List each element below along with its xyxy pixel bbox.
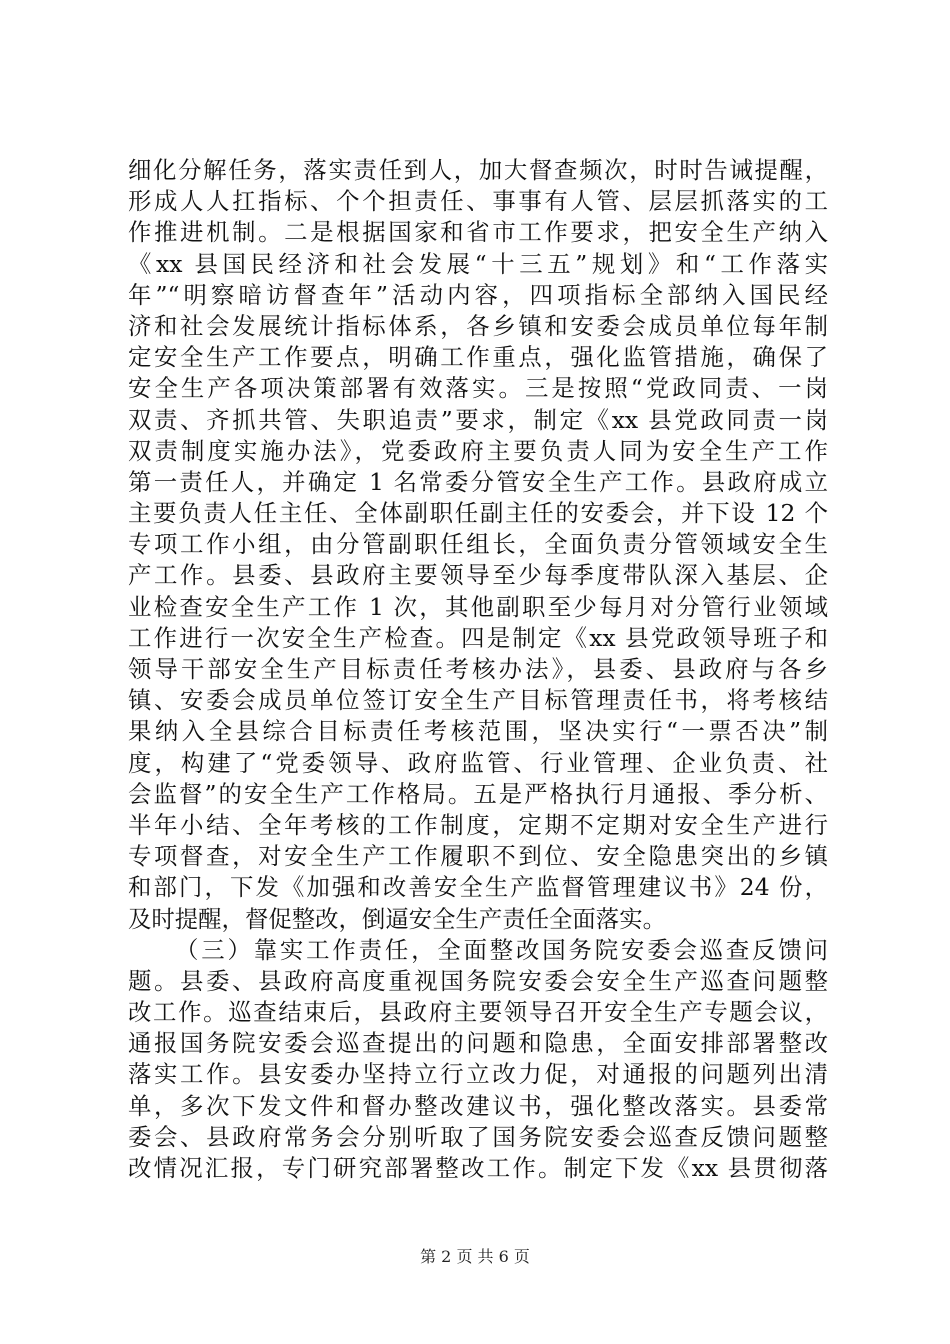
text-line: 安全生产各项决策部署有效落实。三是按照“党政同责、一岗 [128, 374, 828, 403]
text-line: 双责、齐抓共管、失职追责”要求，制定《xx 县党政同责一岗 [128, 405, 828, 434]
text-line: 领导干部安全生产目标责任考核办法》，县委、县政府与各乡 [128, 655, 828, 683]
body-text [128, 155, 828, 1184]
text-line: 定安全生产工作要点，明确工作重点，强化监管措施，确保了 [128, 343, 828, 372]
text-line: 落实工作。县安委办坚持立行立改力促，对通报的问题列出清 [128, 1060, 828, 1089]
paragraph [128, 155, 828, 935]
text-line: 年”“明察暗访督查年”活动内容，四项指标全部纳入国民经 [128, 280, 828, 309]
text-line: 题。县委、县政府高度重视国务院安委会安全生产巡查问题整 [128, 966, 828, 995]
text-line: 和部门，下发《加强和改善安全生产监督管理建议书》24 份， [128, 873, 828, 902]
text-line: 作推进机制。二是根据国家和省市工作要求，把安全生产纳入 [128, 218, 828, 247]
text-line: 及时提醒，督促整改，倒逼安全生产责任全面落实。 [128, 904, 666, 933]
text-line: 工作进行一次安全生产检查。四是制定《xx 县党政领导班子和 [128, 623, 828, 652]
text-line: 通报国务院安委会巡查提出的问题和隐患，全面安排部署整改 [128, 1029, 828, 1058]
text-line: 改工作。巡查结束后，县政府主要领导召开安全生产专题会议， [128, 998, 828, 1027]
text-line: 济和社会发展统计指标体系，各乡镇和安委会成员单位每年制 [128, 311, 828, 340]
text-line: 产工作。县委、县政府主要领导至少每季度带队深入基层、企 [128, 561, 828, 590]
text-line: 度，构建了“党委领导、政府监管、行业管理、企业负责、社 [128, 748, 828, 777]
text-line: 第一责任人，并确定 1 名常委分管安全生产工作。县政府成立 [128, 467, 828, 496]
page-footer: 第 2 页 共 6 页 [420, 1247, 530, 1266]
text-line: 细化分解任务，落实责任到人，加大督查频次，时时告诫提醒， [128, 156, 828, 184]
text-line: 业检查安全生产工作 1 次，其他副职至少每月对分管行业领域 [128, 592, 828, 621]
text-line: 委会、县政府常务会分别听取了国务院安委会巡查反馈问题整 [128, 1122, 828, 1151]
text-line: 半年小结、全年考核的工作制度，定期不定期对安全生产进行 [128, 810, 828, 839]
text-line: 形成人人扛指标、个个担责任、事事有人管、层层抓落实的工 [128, 187, 828, 216]
text-line: 双责制度实施办法》，党委政府主要负责人同为安全生产工作 [128, 436, 828, 465]
text-line: 改情况汇报，专门研究部署整改工作。制定下发《xx 县贯彻落 [128, 1154, 828, 1182]
text-line: 单，多次下发文件和督办整改建议书，强化整改落实。县委常 [128, 1091, 828, 1120]
text-line: 主要负责人任主任、全体副职任副主任的安委会，并下设 12 个 [128, 499, 828, 528]
text-line: 果纳入全县综合目标责任考核范围，坚决实行“一票否决”制 [128, 717, 828, 746]
text-line: 专项督查，对安全生产工作履职不到位、安全隐患突出的乡镇 [128, 842, 828, 871]
paragraph [128, 935, 828, 1185]
text-line: 《xx 县国民经济和社会发展“十三五”规划》和“工作落实 [128, 249, 828, 278]
text-line: 会监督”的安全生产工作格局。五是严格执行月通报、季分析、 [128, 779, 828, 808]
text-line: 镇、安委会成员单位签订安全生产目标管理责任书，将考核结 [128, 686, 828, 715]
text-line: （三）靠实工作责任，全面整改国务院安委会巡查反馈问 [175, 935, 828, 964]
text-line: 专项工作小组，由分管副职任组长，全面负责分管领域安全生 [128, 530, 828, 559]
